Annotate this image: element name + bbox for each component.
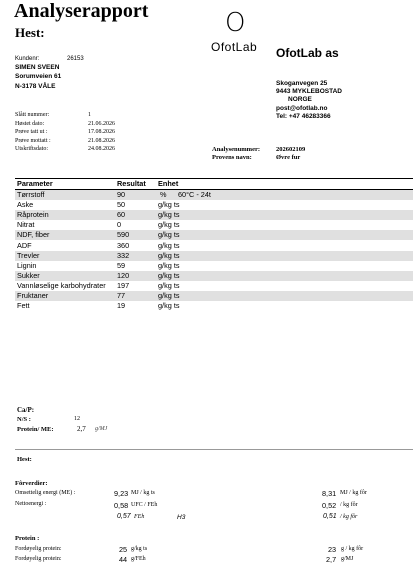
sample-name: Øvre fur xyxy=(276,154,301,161)
table-row xyxy=(15,271,413,281)
prot2-label: Fordøyelig protein: xyxy=(15,556,62,562)
result-cell: 50 xyxy=(117,200,126,210)
lab-country: NORGE xyxy=(288,96,312,103)
netto-label: Nettoenergi : xyxy=(15,501,47,507)
protein-me-unit: g/MJ xyxy=(95,426,108,432)
prot1-left-unit: g/kg ts xyxy=(131,546,148,552)
result-cell: 19 xyxy=(117,301,126,311)
parameter-cell: ADF xyxy=(17,240,32,250)
unit-cell: g/kg ts xyxy=(158,260,180,270)
parameter-cell: Fruktaner xyxy=(17,291,49,300)
table-row xyxy=(15,261,413,271)
lab-street: Skoganvegen 25 xyxy=(276,80,328,87)
animal-heading: Hest: xyxy=(15,25,45,40)
feh-left-unit: FEh xyxy=(134,514,145,520)
parameter-cell: Nitrat xyxy=(17,220,35,230)
result-cell: 590 xyxy=(117,230,130,240)
ns-value: 12 xyxy=(74,416,80,422)
ratio-heading: Ca/P: xyxy=(17,406,35,414)
result-cell: 77 xyxy=(117,291,126,300)
netto-left-unit: UFC / FEh xyxy=(131,502,158,508)
parameter-cell: Fett xyxy=(17,301,30,311)
table-row xyxy=(15,200,413,210)
parameter-cell: Sukker xyxy=(17,270,40,280)
unit-cell: g/kg ts xyxy=(158,220,180,230)
customer-postal: N-3178 VÅLE xyxy=(15,83,56,90)
parameter-cell: Lignin xyxy=(17,260,37,270)
prot2-right-value: 2,7 xyxy=(326,555,337,564)
meta-label: Høstet dato: xyxy=(15,121,45,127)
customer-street: Sorumveien 61 xyxy=(15,73,62,80)
prot1-right-unit: g / kg fôr xyxy=(341,546,364,552)
report-title: Analyserapport xyxy=(14,0,149,22)
company-name: OfotLab as xyxy=(276,46,339,60)
parameter-cell: Aske xyxy=(17,200,34,210)
prot1-left-value: 25 xyxy=(119,545,128,554)
table-header xyxy=(15,179,413,189)
result-cell: 60 xyxy=(117,210,126,220)
energy-right-unit: MJ / kg fôr xyxy=(340,490,367,496)
result-cell: 332 xyxy=(117,250,130,260)
unit-cell: g/kg ts xyxy=(158,301,180,311)
lab-phone: Tel: +47 46283366 xyxy=(276,113,331,120)
analysis-number: 202602109 xyxy=(276,146,306,153)
feh-left-value: 0,57 xyxy=(117,513,131,520)
netto-right-unit: / kg fôr xyxy=(340,502,358,508)
unit-cell: g/kg ts xyxy=(158,200,180,210)
table-row xyxy=(15,190,413,200)
analysis-number-label: Analysenummer: xyxy=(212,146,261,153)
parameter-cell: Tørrstoff xyxy=(17,190,45,199)
protein-me-value: 2,7 xyxy=(77,425,86,433)
table-row xyxy=(15,241,413,251)
ofotlab-logo-icon: O xyxy=(225,8,246,38)
lab-email: post@ofotlab.no xyxy=(276,105,328,112)
customer-name: SIMEN SVEEN xyxy=(15,64,60,71)
table-row xyxy=(15,281,413,291)
result-cell: 197 xyxy=(117,280,130,290)
meta-label: Utskriftsdato: xyxy=(15,146,48,152)
result-cell: 360 xyxy=(117,240,130,250)
meta-label: Prøve mottatt : xyxy=(15,138,51,144)
table-row xyxy=(15,251,413,261)
unit-cell: g/kg ts xyxy=(158,210,180,220)
table-row xyxy=(15,210,413,220)
result-cell: 120 xyxy=(117,270,130,280)
netto-left-value: 0,58 xyxy=(114,501,129,510)
prot2-left-value: 44 xyxy=(119,555,128,564)
logo-text: OfotLab xyxy=(211,40,258,54)
meta-label: Slått nummer: xyxy=(15,112,50,118)
forverdier-heading: Fôrverdier: xyxy=(15,480,48,487)
prot1-right-value: 23 xyxy=(328,545,337,554)
unit-cell: g/kg ts xyxy=(158,250,180,260)
meta-value: 21.08.2026 xyxy=(88,138,115,144)
parameter-cell: Vannløselige karbohydrater xyxy=(17,280,106,290)
feh-right-unit: / kg fôr xyxy=(340,514,358,520)
ns-label: N/S : xyxy=(17,416,31,423)
protein-heading: Protein : xyxy=(15,535,40,542)
col-header-parameter: Parameter xyxy=(17,179,53,188)
extra-cell: 60°C - 24t xyxy=(178,190,211,199)
lab-postal: 9443 MYKLEBOSTAD xyxy=(276,88,342,95)
result-cell: 90 xyxy=(117,190,126,199)
feh-mid-label: H3 xyxy=(177,514,186,521)
kundenr-label: Kundenr: xyxy=(15,56,40,62)
energy-left-value: 9,23 xyxy=(114,489,129,498)
col-header-unit: Enhet xyxy=(158,179,179,188)
unit-cell: g/kg ts xyxy=(158,240,180,250)
kundenr-value: 26153 xyxy=(67,56,84,62)
unit-cell: g/kg ts xyxy=(158,230,180,240)
table-row xyxy=(15,291,413,301)
prot1-label: Fordøyelig protein: xyxy=(15,546,62,552)
table-row xyxy=(15,230,413,240)
unit-cell: % xyxy=(160,190,167,199)
result-cell: 59 xyxy=(117,260,126,270)
unit-cell: g/kg ts xyxy=(158,270,180,280)
sample-name-label: Provens navn: xyxy=(212,154,252,161)
energy-label: Omsettelig energi (ME) : xyxy=(15,490,76,496)
parameter-cell: Trevler xyxy=(17,250,40,260)
meta-label: Prøve tatt ut : xyxy=(15,129,48,135)
unit-cell: g/kg ts xyxy=(158,280,180,290)
energy-right-value: 8,31 xyxy=(322,489,337,498)
table-row xyxy=(15,220,413,230)
col-header-result: Resultat xyxy=(117,179,146,188)
meta-value: 17.08.2026 xyxy=(88,129,115,135)
feh-right-value: 0,51 xyxy=(323,513,337,520)
unit-cell: g/kg ts xyxy=(158,291,180,300)
prot2-left-unit: g/FEh xyxy=(131,556,146,562)
protein-me-label: Protein/ ME: xyxy=(17,426,54,433)
meta-value: 21.06.2026 xyxy=(88,121,115,127)
meta-value: 24.08.2026 xyxy=(88,146,115,152)
meta-value: 1 xyxy=(88,112,91,118)
table-row xyxy=(15,301,413,311)
parameter-cell: Råprotein xyxy=(17,210,49,220)
parameter-cell: NDF, fiber xyxy=(17,230,50,240)
section-divider xyxy=(15,449,413,450)
netto-right-value: 0,52 xyxy=(322,501,337,510)
energy-left-unit: MJ / kg ts xyxy=(131,490,155,496)
prot2-right-unit: g/MJ xyxy=(341,556,354,562)
bottom-heading: Hest: xyxy=(17,456,32,463)
result-cell: 0 xyxy=(117,220,122,230)
